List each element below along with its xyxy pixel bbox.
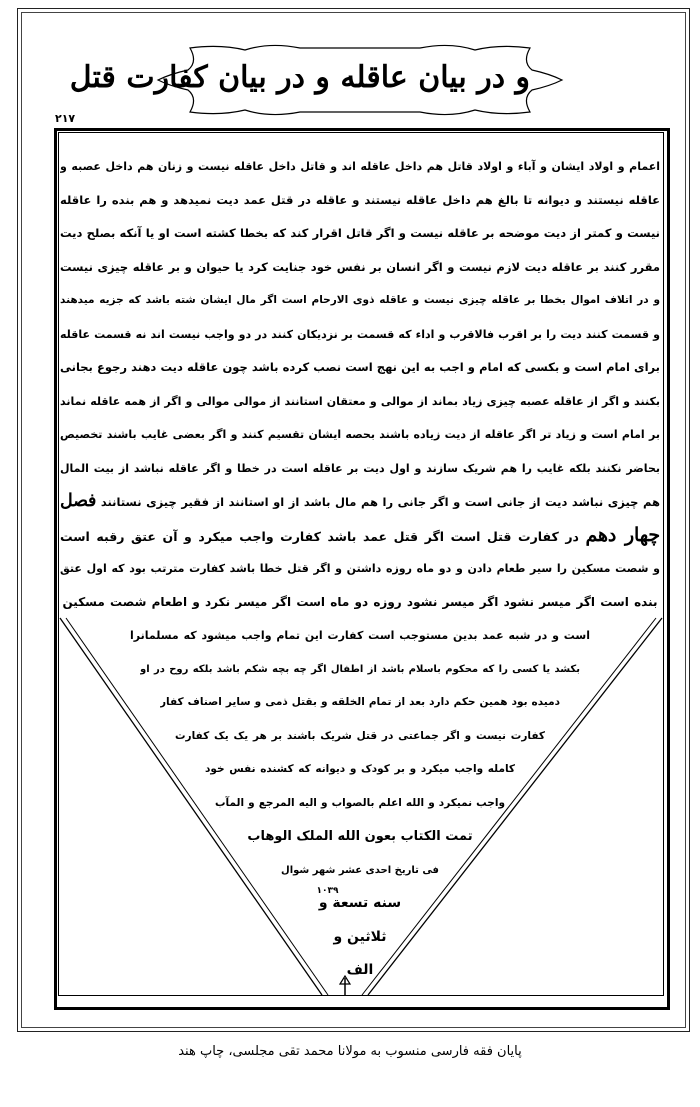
line-text: است و در شبه عمد بدین مستوجب است کفارت این تمام واجب میشود که مسلمانرا (130, 629, 590, 642)
manuscript-line (60, 284, 660, 318)
line-text: سنه تسعة و (318, 895, 402, 911)
manuscript-line (60, 452, 660, 486)
line-text: واجب نمیکرد و الله اعلم بالصواب و الیه المرجع و المآب (215, 796, 505, 809)
manuscript-line (60, 251, 660, 285)
manuscript-line (344, 954, 376, 988)
line-text: بحاضر نکنند بلکه غایب را هم شریک سازند و اول دیت بر عاقله است در خطا و اگر عاقله نباشد از بیت المال (60, 461, 660, 475)
manuscript-line (245, 820, 475, 854)
line-text: فی تاریخ احدی عشر شهر شوال (281, 864, 439, 876)
section-heading-number: چهار دهم (585, 523, 660, 546)
manuscript-line (60, 485, 660, 519)
manuscript-line (160, 686, 560, 720)
line-text: در کفارت قتل است اگر قتل عمد باشد کفارت واجب میکرد و آن عتق رقبه است (60, 528, 579, 544)
line-text: و قسمت کنند دیت را بر اقرب فالاقرب و اداء که قسمت بر نزدیکان کنند در دو واجب نیست اند نه قسمت عاقله (60, 327, 660, 341)
manuscript-line (60, 418, 660, 452)
manuscript-line (313, 887, 408, 921)
line-text: و در اتلاف اموال بخطا بر عاقله چیزی نیست و عاقله ذوی الارحام است اگر مال ایشان شته باشد که جزیه میدهند (60, 294, 660, 306)
line-text: هم چیزی نباشد دیت از جانی است و اگر جانی را هم مال باشد از او استانند از فقیر چیزی نستانند (100, 495, 660, 509)
line-text: بر امام است و زیاد تر اگر عاقله از دیت زیاده باشند بحصه ایشان تقسیم کنند و اگر بعضی غایب باشند تخصیص (60, 428, 660, 441)
line-text: ثلاثین و (333, 928, 387, 945)
manuscript-line (320, 921, 400, 955)
section-heading: فصل (60, 491, 97, 511)
year-numeral: ۱۰۳۹ (316, 887, 339, 896)
line-text: بکنند و اگر از عاقله عصبه چیزی زیاد بماند از موالی و معتقان استانند از موالی موالی و اگر از همه عاقله نماند (60, 394, 660, 408)
manuscript-line (60, 318, 660, 352)
line-text: الف (346, 962, 374, 978)
manuscript-line (60, 150, 660, 184)
manuscript-line (60, 552, 660, 586)
line-text: کامله واجب میکرد و بر کودک و دیوانه که کشنده نفس خود (205, 763, 515, 775)
manuscript-line (60, 184, 660, 218)
page-number: ۲۱۷ (55, 112, 76, 125)
line-text: کفارت نیست و اگر جماعتی در قتل شریک باشند بر هر یک یک کفارت (175, 729, 545, 742)
line-text: بنده است اگر میسر نشود اگر میسر نشود روزه دو ماه است اگر میسر نکرد و اطعام شصت مسکین (62, 594, 658, 609)
manuscript-line (60, 351, 660, 385)
caption: پایان فقه فارسی منسوب به مولانا محمد تقی مجلسی، چاپ هند (178, 1044, 522, 1059)
manuscript-line (60, 217, 660, 251)
line-text: عاقله نیستند و دیوانه تا بالغ هم داخل عاقله نیستند و عاقله در قتل عمد دیت نمیدهد و هم بنده را عاقله (60, 192, 660, 207)
manuscript-line (215, 787, 505, 821)
manuscript-line (60, 385, 660, 419)
line-text: برای امام است و بکسی که امام و اجب به این نهج است نصب کرده باشد چون عاقله دیت دهند رجوع بجانی (60, 360, 660, 374)
chapter-title: و در بیان عاقله و در بیان کفارت قتل (69, 60, 530, 95)
line-text: اعمام و اولاد ایشان و آباء و اولاد قاتل هم داخل عاقله اند و قاتل داخل عاقله نیست و زنان هم داخل عصبه و (60, 160, 660, 173)
line-text: دمیده بود همین حکم دارد بعد از تمام الخلقه و بقتل ذمی و سایر اصناف کفار (160, 696, 560, 708)
line-text: بکشد یا کسی را که محکوم باسلام باشد از اطفال اگر چه بچه شکم باشد بلکه روح در او (140, 663, 580, 675)
manuscript-line (175, 720, 545, 754)
manuscript-line (205, 753, 515, 787)
line-text: و شصت مسکین را سیر طعام دادن و دو ماه روزه داشتن و اگر قتل خطا باشد کفارت مترتب بود که اول عتق (60, 562, 660, 575)
line-text: تمت الکتاب بعون الله الملک الوهاب (247, 829, 473, 844)
manuscript-line (60, 519, 660, 553)
manuscript-body (60, 150, 660, 988)
manuscript-line (130, 619, 590, 653)
line-text: نیست و کمتر از دیت موضحه بر عاقله نیست و اگر قاتل اقرار کند که بخطا کشته است او یا آنکه بصلح دیت (60, 226, 660, 240)
manuscript-line (63, 586, 658, 620)
line-text: مقرر کنند بر عاقله دیت لازم نیست و اگر انسان بر نفس خود جنایت کرد یا حیوان و بر عاقله چیزی نیست (60, 259, 660, 274)
manuscript-line (140, 653, 580, 687)
manuscript-line (278, 854, 443, 888)
